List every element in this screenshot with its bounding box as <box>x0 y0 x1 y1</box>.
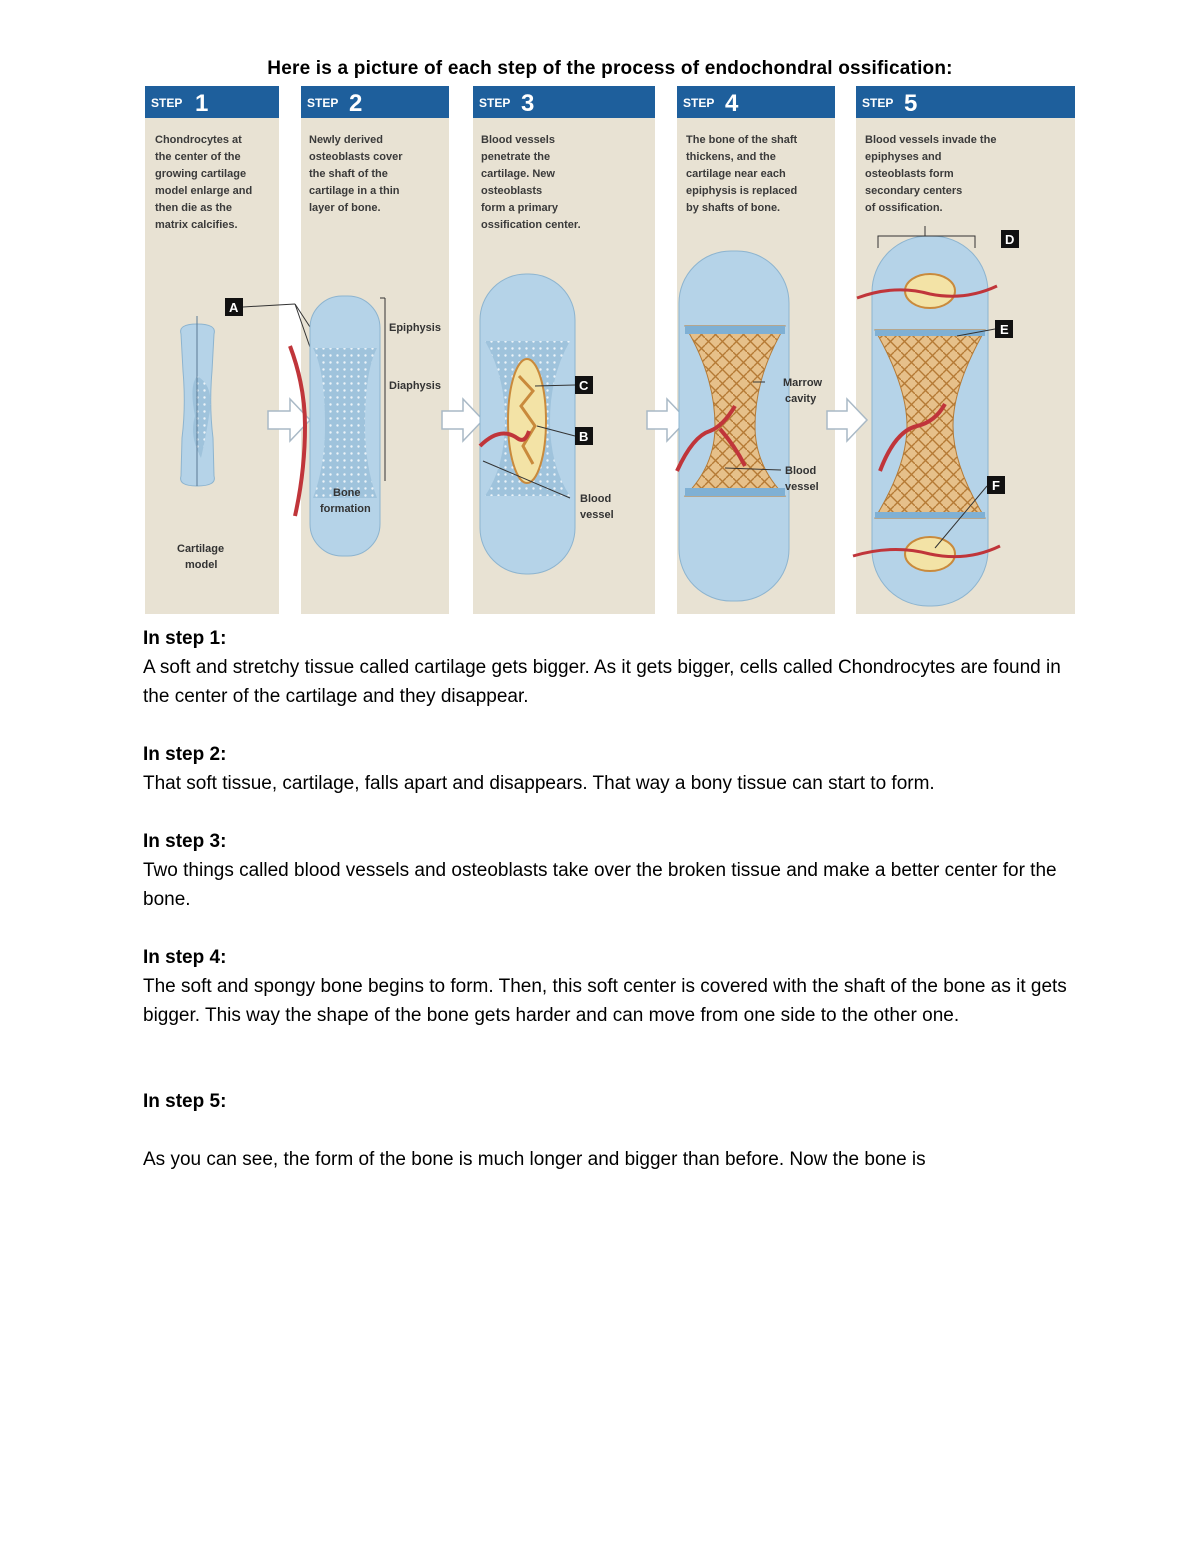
bone-model-3 <box>480 274 575 574</box>
svg-text:thickens, and the: thickens, and the <box>686 151 776 163</box>
svg-text:form a primary: form a primary <box>481 202 559 214</box>
svg-text:by shafts of bone.: by shafts of bone. <box>686 202 781 214</box>
blood-vessel-4-label-2: vessel <box>785 481 819 493</box>
letter-d: D <box>1005 232 1015 247</box>
step-1-number: 1 <box>195 90 209 117</box>
bone-formation-label-1: Bone <box>333 487 361 499</box>
svg-text:cartilage in a thin: cartilage in a thin <box>309 185 400 197</box>
svg-text:Blood vessels invade the: Blood vessels invade the <box>865 134 997 146</box>
step-4-text: The soft and spongy bone begins to form. Then, this soft center is covered with the shaft of the bone as it gets bigger. This way the shape of the bone gets harder and can move from one side to the other one. <box>143 976 1067 1026</box>
step-3-text: Two things called blood vessels and osteoblasts take over the broken tissue and make a better center for the bone. <box>143 860 1057 910</box>
step-2-number: 2 <box>349 90 363 117</box>
blood-vessel-3-label-2: vessel <box>580 509 614 521</box>
bone-formation-label-2: formation <box>320 503 371 515</box>
svg-text:osteoblasts: osteoblasts <box>481 185 543 197</box>
svg-text:ossification center.: ossification center. <box>481 219 581 231</box>
svg-text:osteoblasts cover: osteoblasts cover <box>309 151 403 163</box>
svg-text:model enlarge and: model enlarge and <box>155 185 253 197</box>
step-1-text: A soft and stretchy tissue called cartilage gets bigger. As it gets bigger, cells called Chondrocytes are found in the center of the cartilage and they disappear. <box>143 657 1061 707</box>
step-1-section <box>143 624 1073 711</box>
svg-text:growing cartilage: growing cartilage <box>155 168 247 180</box>
step-2-section <box>143 740 1073 798</box>
svg-text:matrix calcifies.: matrix calcifies. <box>155 219 238 231</box>
step-2-text: That soft tissue, cartilage, falls apart and disappears. That way a bony tissue can start to form. <box>143 773 935 794</box>
diaphysis-label: Diaphysis <box>389 380 441 392</box>
cartilage-model-1 <box>181 316 215 486</box>
step-3-heading: In step 3: <box>143 831 227 852</box>
letter-b: B <box>579 429 589 444</box>
letter-c: C <box>579 378 589 393</box>
step-4-number: 4 <box>725 90 739 117</box>
svg-text:secondary centers: secondary centers <box>865 185 963 197</box>
blood-vessel-4-label-1: Blood <box>785 465 817 477</box>
svg-text:osteoblasts form: osteoblasts form <box>865 168 954 180</box>
step-1-heading: In step 1: <box>143 628 227 649</box>
svg-text:epiphysis is replaced: epiphysis is replaced <box>686 185 798 197</box>
step-4-section <box>143 943 1073 1030</box>
step-2-word: STEP <box>307 96 339 110</box>
svg-text:cartilage. New: cartilage. New <box>481 168 555 180</box>
step-4-heading: In step 4: <box>143 947 227 968</box>
closing-section <box>143 1145 1073 1174</box>
letter-f: F <box>992 478 1000 493</box>
step-5-section <box>143 1087 1073 1116</box>
letter-a: A <box>229 300 239 315</box>
svg-text:The bone of the shaft: The bone of the shaft <box>686 134 798 146</box>
bone-model-5 <box>853 236 1000 606</box>
epiphysis-label: Epiphysis <box>389 322 441 334</box>
bone-model-4 <box>677 251 789 601</box>
cartilage-model-label-2: model <box>185 559 218 571</box>
step-3-section <box>143 827 1073 914</box>
step-5-number: 5 <box>904 90 918 117</box>
svg-text:penetrate the: penetrate the <box>481 151 551 163</box>
svg-text:the shaft of the: the shaft of the <box>309 168 388 180</box>
svg-text:cartilage near each: cartilage near each <box>686 168 786 180</box>
svg-text:of ossification.: of ossification. <box>865 202 943 214</box>
letter-e: E <box>1000 322 1009 337</box>
step-3-word: STEP <box>479 96 511 110</box>
step-5-word: STEP <box>862 96 894 110</box>
page-title: Here is a picture of each step of the process of endochondral ossification: <box>267 58 953 79</box>
svg-text:layer of bone.: layer of bone. <box>309 202 381 214</box>
marrow-cavity-label-1: Marrow <box>783 377 823 389</box>
ossification-diagram <box>145 86 1075 614</box>
svg-text:epiphyses and: epiphyses and <box>865 151 942 163</box>
svg-text:Blood vessels: Blood vessels <box>481 134 555 146</box>
ossification-figure <box>145 86 1075 614</box>
step-1-word: STEP <box>151 96 183 110</box>
blood-vessel-3-label-1: Blood <box>580 493 612 505</box>
svg-text:Chondrocytes at: Chondrocytes at <box>155 134 242 146</box>
step-3-number: 3 <box>521 90 535 117</box>
svg-text:Newly derived: Newly derived <box>309 134 383 146</box>
closing-text: As you can see, the form of the bone is much longer and bigger than before. Now the bone is <box>143 1149 926 1170</box>
step-2-heading: In step 2: <box>143 744 227 765</box>
svg-text:the center of the: the center of the <box>155 151 241 163</box>
svg-text:then die as the: then die as the <box>155 202 233 214</box>
step-4-word: STEP <box>683 96 715 110</box>
cartilage-model-label-1: Cartilage <box>177 543 225 555</box>
marrow-cavity-label-2: cavity <box>785 393 817 405</box>
step-5-heading: In step 5: <box>143 1091 227 1112</box>
